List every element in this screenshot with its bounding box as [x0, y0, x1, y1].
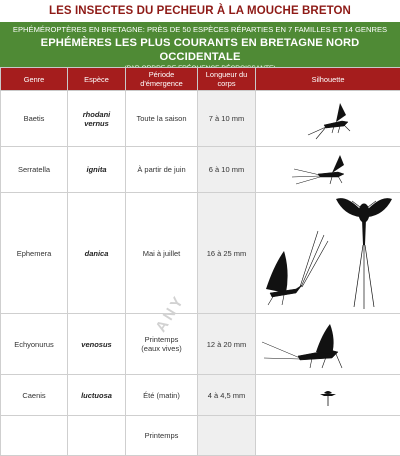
silhouette-cell	[256, 375, 400, 416]
table-row	[1, 91, 400, 147]
species-name: vernus	[84, 119, 109, 128]
length-cell: 12 à 20 mm	[198, 314, 256, 375]
species-cell: danica	[68, 193, 126, 314]
genre-cell	[1, 416, 68, 456]
table-row	[1, 193, 400, 314]
length-cell: 4 à 4,5 mm	[198, 375, 256, 416]
mayfly-icon	[256, 314, 400, 374]
emergence-cell: Toute la saison	[126, 91, 198, 147]
silhouette-cell	[256, 416, 400, 456]
header-banner	[0, 22, 400, 67]
watermark: ANY	[152, 292, 188, 336]
mayfly-icon	[256, 193, 400, 313]
silhouette-cell	[256, 91, 400, 147]
genre-cell: Baetis	[1, 91, 68, 147]
genre-cell: Serratella	[1, 147, 68, 193]
emergence-cell	[126, 314, 198, 375]
mayfly-icon	[256, 91, 400, 146]
table-row	[1, 416, 400, 456]
col-silhouette: Silhouette	[256, 68, 400, 91]
species-cell: luctuosa	[68, 375, 126, 416]
mayfly-table	[0, 67, 400, 456]
genre-cell: Ephemera	[1, 193, 68, 314]
mayfly-icon	[256, 147, 400, 192]
table-row	[1, 375, 400, 416]
page-title: LES INSECTES DU PECHEUR À LA MOUCHE BRETON	[0, 0, 400, 22]
species-name: rhodani	[83, 110, 111, 119]
length-cell	[198, 416, 256, 456]
length-cell: 6 à 10 mm	[198, 147, 256, 193]
genre-cell: Caenis	[1, 375, 68, 416]
table-row	[1, 147, 400, 193]
mayfly-icon	[256, 375, 400, 415]
silhouette-cell	[256, 314, 400, 375]
table-row	[1, 314, 400, 375]
emergence-text: (eaux vives)	[141, 344, 181, 353]
silhouette-cell	[256, 193, 400, 314]
col-genre: Genre	[1, 68, 68, 91]
species-cell	[68, 416, 126, 456]
banner-subtitle: EPHÉMÉROPTÈRES EN BRETAGNE: PRÈS DE 50 ESPÈCES RÉPARTIES EN 7 FAMILLES ET 14 GENRES	[0, 22, 400, 36]
species-cell: ignita	[68, 147, 126, 193]
emergence-text: Printemps	[145, 335, 179, 344]
emergence-cell: Mai à juillet	[126, 193, 198, 314]
emergence-cell: À partir de juin	[126, 147, 198, 193]
table-header-row	[1, 68, 400, 91]
col-espece: Espèce	[68, 68, 126, 91]
length-cell: 16 à 25 mm	[198, 193, 256, 314]
emergence-cell: Printemps	[126, 416, 198, 456]
species-cell: venosus	[68, 314, 126, 375]
emergence-cell: Été (matin)	[126, 375, 198, 416]
genre-cell: Echyonurus	[1, 314, 68, 375]
banner-title: EPHÉMÈRES LES PLUS COURANTS EN BRETAGNE NORD OCCIDENTALE	[0, 36, 400, 64]
col-longueur: Longueur du corps	[198, 68, 256, 91]
length-cell: 7 à 10 mm	[198, 91, 256, 147]
col-emergence: Période d'émergence	[126, 68, 198, 91]
silhouette-cell	[256, 147, 400, 193]
species-cell	[68, 91, 126, 147]
